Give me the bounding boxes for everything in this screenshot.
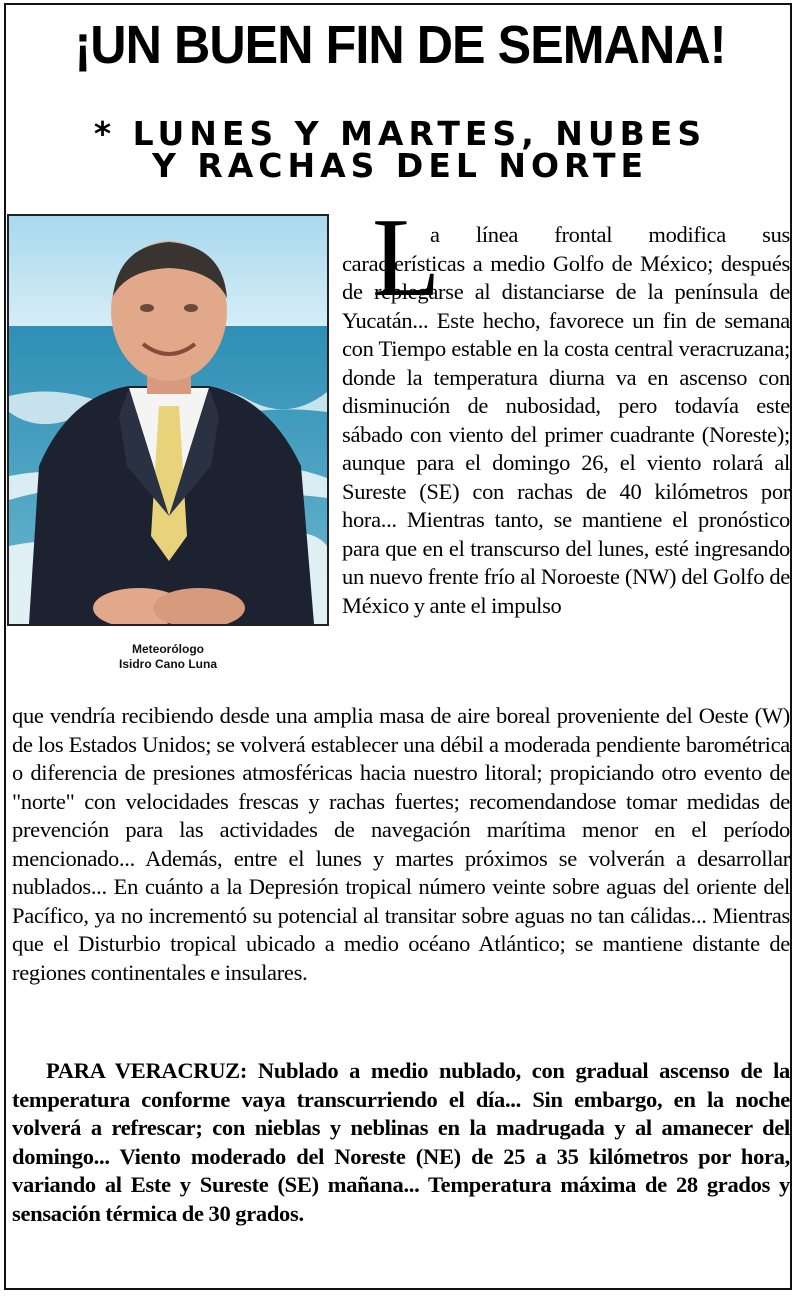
- photo-caption: [7, 642, 329, 672]
- headline: ¡UN BUEN FIN DE SEMANA!: [74, 15, 726, 75]
- forecast-text: PARA VERACRUZ: Nublado a medio nublado, con gradual ascenso de la temperatura conforme vaya transcurriendo el día... Sin embargo, en la noche volverá a refrescar; con nieblas y neblinas en la madrugada y al amanecer del domingo... Viento moderado del Noreste (NE) de 25 a 35 kilómetros por hora, variando al Este y Sureste (SE) mañana... Temperatura máxima de 28 grados y sensación térmica de 30 grados.: [12, 1058, 790, 1226]
- article-body: [12, 702, 790, 987]
- caption-title: Meteorólogo: [132, 642, 204, 656]
- subheadline: [0, 114, 800, 185]
- caption-name: Isidro Cano Luna: [118, 657, 217, 671]
- article-intro-text: a línea frontal modifica sus características a medio Golfo de México; después de replegarse al distanciarse de la península de Yucatán... Este hecho, favorece un fin de semana con Tiempo estable en la costa central veracruzana; donde la temperatura diurna va en ascenso con disminución de nubosidad, pero todavía este sábado con viento del primer cuadrante (Noreste); aunque para el domingo 26, el viento rolará al Sureste (SE) con rachas de 40 kilómetros por hora... Mientras tanto, se mantiene el pronóstico para que en el transcurso del lunes, esté ingresando un nuevo frente frío al Noroeste (NW) del Golfo de México y ante el impulso: [342, 222, 790, 618]
- article-body-text: que vendría recibiendo desde una amplia masa de aire boreal proveniente del Oeste (W) de los Estados Unidos; se volverá establecer una débil a moderada pendiente barométrica o diferencia de presiones atmosféricas hacia nuestro litoral; propiciando otro evento de "norte" con velocidades frescas y rachas fuertes; recomendandose tomar medidas de prevención para las actividades de navegación marítima menor en el período mencionado... Además, entre el lunes y martes próximos se volverán a desarrollar nublados... En cuánto a la Depresión tropical número veinte sobre aguas del oriente del Pacífico, ya no incrementó su potencial al transitar sobre aguas no tan cálidas... Mientras que el Disturbio tropical ubicado a medio océano Atlántico; se mantiene distante de regiones continentales e insulares.: [12, 703, 790, 985]
- drop-cap: L: [372, 196, 441, 320]
- veracruz-forecast: [12, 1057, 790, 1228]
- meteorologist-photo: [7, 214, 329, 626]
- article-intro-column: [342, 221, 790, 620]
- subhead-line-1: * LUNES Y MARTES, NUBES: [93, 114, 707, 153]
- subhead-line-2: Y RACHAS DEL NORTE: [151, 146, 649, 185]
